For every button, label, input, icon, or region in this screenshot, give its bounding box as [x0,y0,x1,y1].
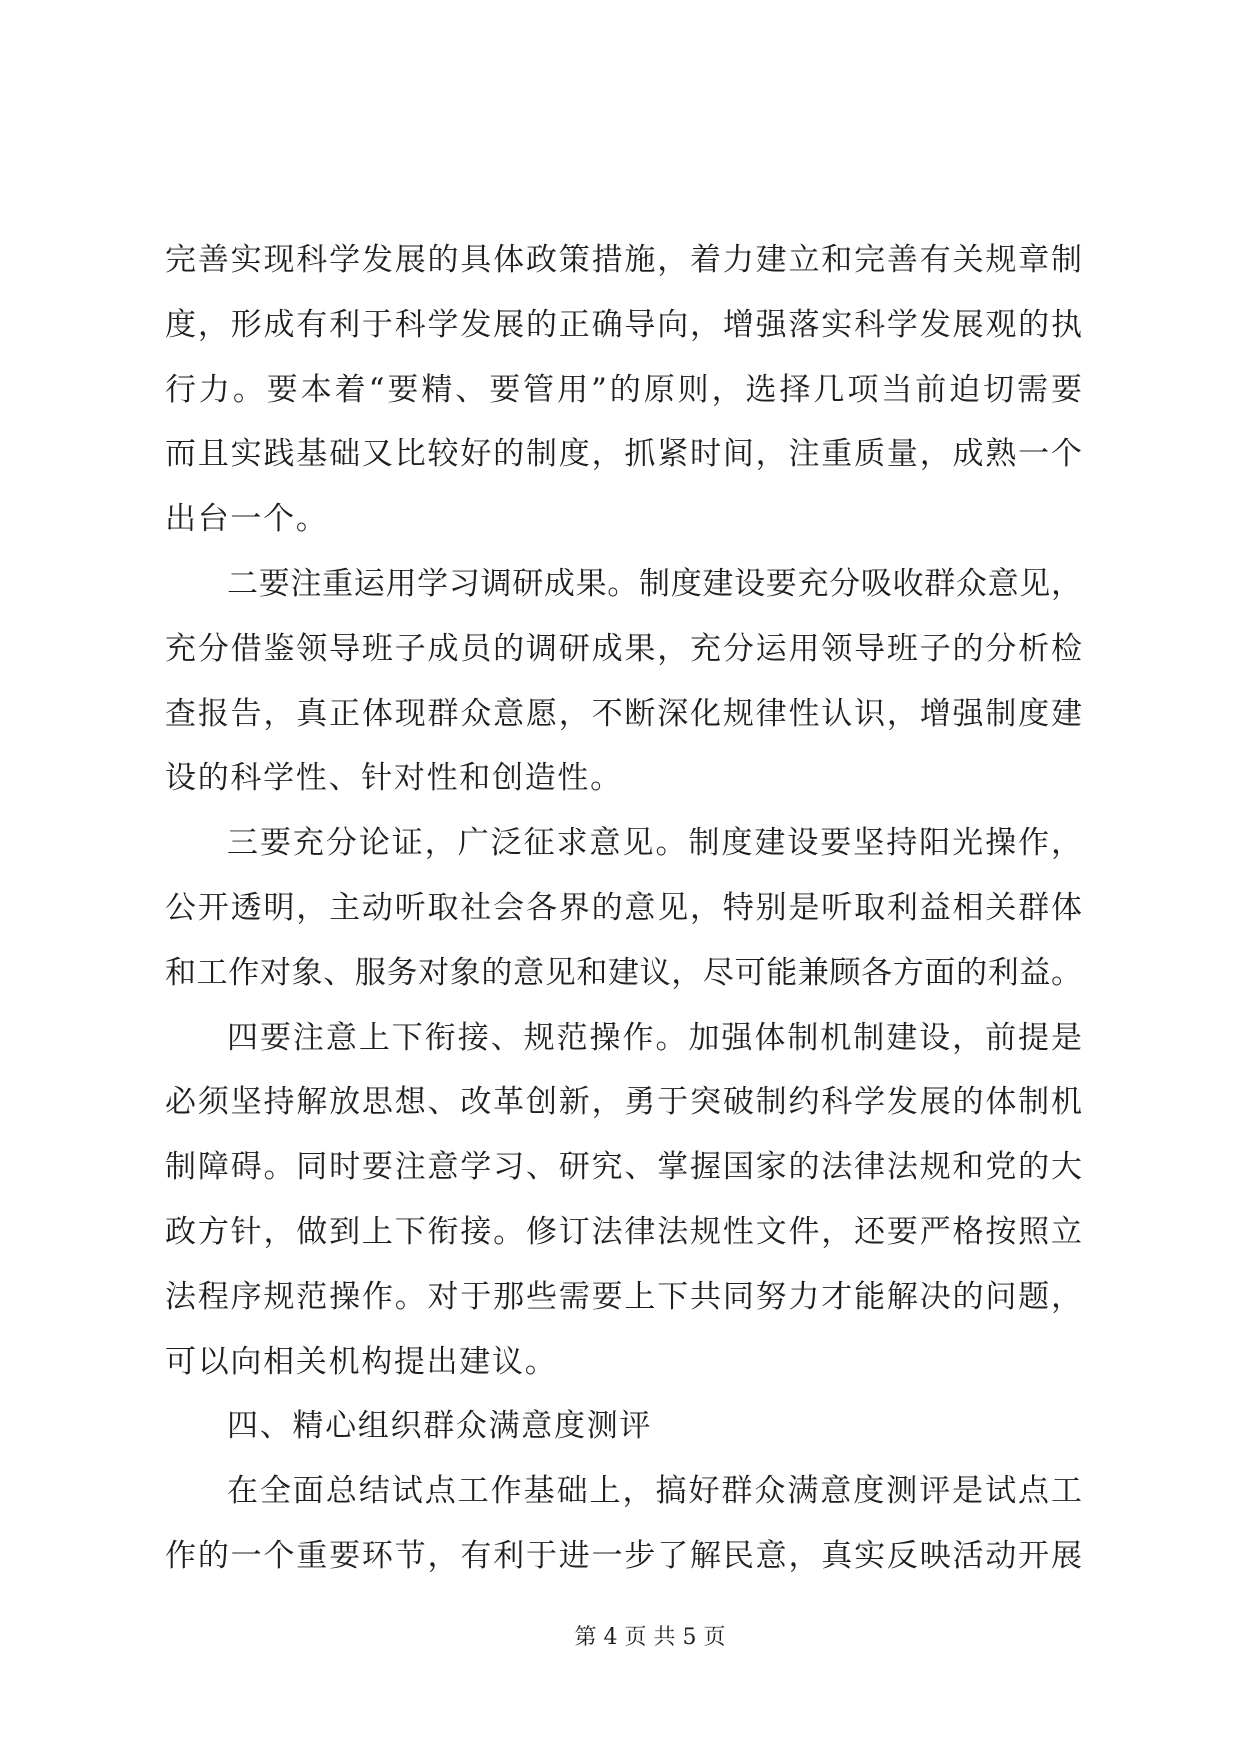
section-heading: 四、精心组织群众满意度测评 [227,1408,653,1444]
body-text-line: 作的一个重要环节，有利于进一步了解民意，真实反映活动开展 [165,1538,1082,1574]
body-text-line: 可以向相关机构提出建议。 [165,1344,558,1380]
body-text-line: 出台一个。 [165,501,329,537]
paragraph-first-line: 四要注意上下衔接、规范操作。加强体制机制建设，前提是 [227,1020,1082,1056]
body-text-line: 法程序规范操作。对于那些需要上下共同努力才能解决的问题， [165,1279,1082,1315]
body-text-line: 必须坚持解放思想、改革创新，勇于突破制约科学发展的体制机 [165,1084,1082,1120]
body-text-line: 充分借鉴领导班子成员的调研成果，充分运用领导班子的分析检 [165,631,1082,667]
body-text-line: 公开透明，主动听取社会各界的意见，特别是听取利益相关群体 [165,890,1082,926]
page-footer: 第 4 页 共 5 页 [574,1625,726,1650]
paragraph-first-line: 三要充分论证，广泛征求意见。制度建设要坚持阳光操作， [227,825,1082,861]
body-text-line: 查报告，真正体现群众意愿，不断深化规律性认识，增强制度建 [165,696,1082,732]
body-text-line: 和工作对象、服务对象的意见和建议，尽可能兼顾各方面的利益。 [165,955,1082,991]
body-text-line: 政方针，做到上下衔接。修订法律法规性文件，还要严格按照立 [165,1214,1082,1250]
paragraph-first-line: 二要注重运用学习调研成果。制度建设要充分吸收群众意见， [227,566,1082,602]
body-text-line: 度，形成有利于科学发展的正确导向，增强落实科学发展观的执 [165,307,1082,343]
body-text-line: 完善实现科学发展的具体政策措施，着力建立和完善有关规章制 [165,242,1082,278]
body-text-line: 设的科学性、针对性和创造性。 [165,760,623,796]
body-text-line: 制障碍。同时要注意学习、研究、掌握国家的法律法规和党的大 [165,1149,1082,1185]
body-text-line: 行力。要本着“要精、要管用”的原则，选择几项当前迫切需要 [165,372,1082,408]
paragraph-first-line: 在全面总结试点工作基础上，搞好群众满意度测评是试点工 [227,1473,1082,1509]
body-text-line: 而且实践基础又比较好的制度，抓紧时间，注重质量，成熟一个 [165,436,1082,472]
